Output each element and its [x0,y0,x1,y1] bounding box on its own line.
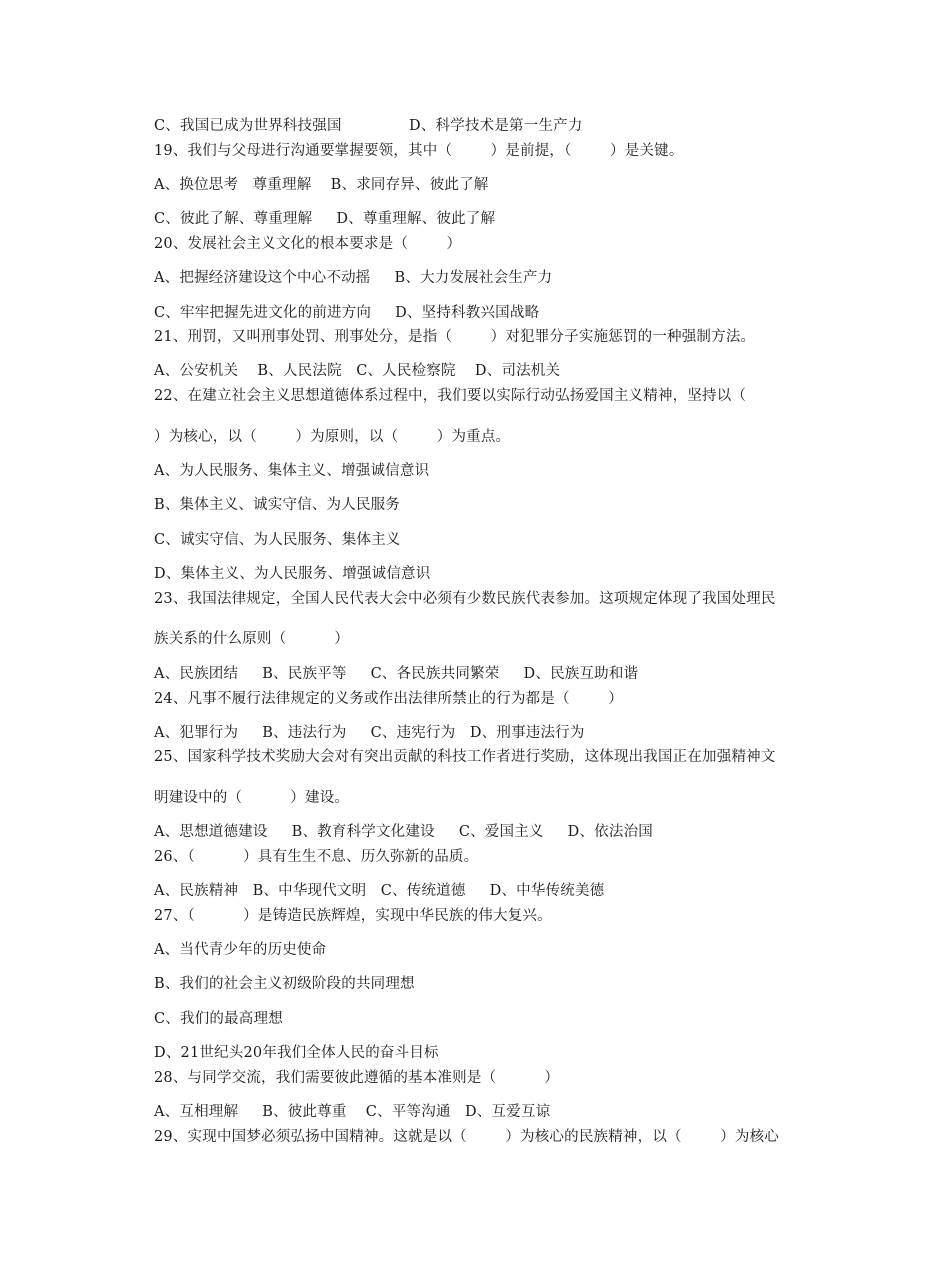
question-19: 19、我们与父母进行沟通要掌握要领，其中（ ）是前提，（ ）是关键。 [154,143,684,159]
question-26: 26、（ ）具有生生不息、历久弥新的品质。 [154,849,479,865]
option-line: A、犯罪行为 B、违法行为 C、违宪行为 D、刑事违法行为 [154,725,585,741]
question-23: 23、我国法律规定，全国人民代表大会中必须有少数民族代表参加。这项规定体现了我国处理民 [154,591,776,607]
question-24: 24、凡事不履行法律规定的义务或作出法律所禁止的行为都是（ ） [154,691,623,707]
question-23-cont: 族关系的什么原则（ ） [154,631,350,647]
option-line: A、民族精神 B、中华现代文明 C、传统道德 D、中华传统美德 [154,883,605,899]
question-27: 27、（ ）是铸造民族辉煌，实现中华民族的伟大复兴。 [154,908,552,924]
question-22: 22、在建立社会主义思想道德体系过程中，我们要以实际行动弘扬爱国主义精神，坚持以（ [154,388,747,404]
question-29: 29、实现中国梦必须弘扬中国精神。这就是以（ ）为核心的民族精神，以（ ）为核心 [154,1129,779,1145]
option-line: B、集体主义、诚实守信、为人民服务 [154,497,401,513]
option-line: B、我们的社会主义初级阶段的共同理想 [154,976,415,992]
option-line: A、当代青少年的历史使命 [154,942,327,958]
option-line: C、我们的最高理想 [154,1011,283,1027]
question-22-cont: ）为核心，以（ ）为原则，以（ ）为重点。 [154,429,511,445]
option-line: C、诚实守信、为人民服务、集体主义 [154,532,401,548]
question-28: 28、与同学交流，我们需要彼此遵循的基本准则是（ ） [154,1070,560,1086]
option-line: A、思想道德建设 B、教育科学文化建设 C、爱国主义 D、依法治国 [154,824,653,840]
option-line: A、民族团结 B、民族平等 C、各民族共同繁荣 D、民族互助和谐 [154,666,639,682]
option-line: C、牢牢把握先进文化的前进方向 D、坚持科教兴国战略 [154,305,540,321]
option-line: A、把握经济建设这个中心不动摇 B、大力发展社会生产力 [154,270,553,286]
question-20: 20、发展社会主义文化的根本要求是（ ） [154,236,462,252]
option-line: A、换位思考 尊重理解 B、求同存异、彼此了解 [154,177,489,193]
question-21: 21、刑罚，又叫刑事处罚、刑事处分，是指（ ）对犯罪分子实施惩罚的一种强制方法。 [154,329,756,345]
option-line: D、21世纪头20年我们全体人民的奋斗目标 [154,1045,439,1061]
question-25: 25、国家科学技术奖励大会对有突出贡献的科技工作者进行奖励，这体现出我国正在加强精神文 [154,749,776,765]
option-line: A、为人民服务、集体主义、增强诚信意识 [154,463,430,479]
option-line: A、公安机关 B、人民法院 C、人民检察院 D、司法机关 [154,363,561,379]
option-line: D、集体主义、为人民服务、增强诚信意识 [154,566,431,582]
question-25-cont: 明建设中的（ ）建设。 [154,790,350,806]
option-line: C、我国已成为世界科技强国 D、科学技术是第一生产力 [154,118,583,134]
option-line: C、彼此了解、尊重理解 D、尊重理解、彼此了解 [154,211,496,227]
option-line: A、互相理解 B、彼此尊重 C、平等沟通 D、互爱互谅 [154,1104,551,1120]
